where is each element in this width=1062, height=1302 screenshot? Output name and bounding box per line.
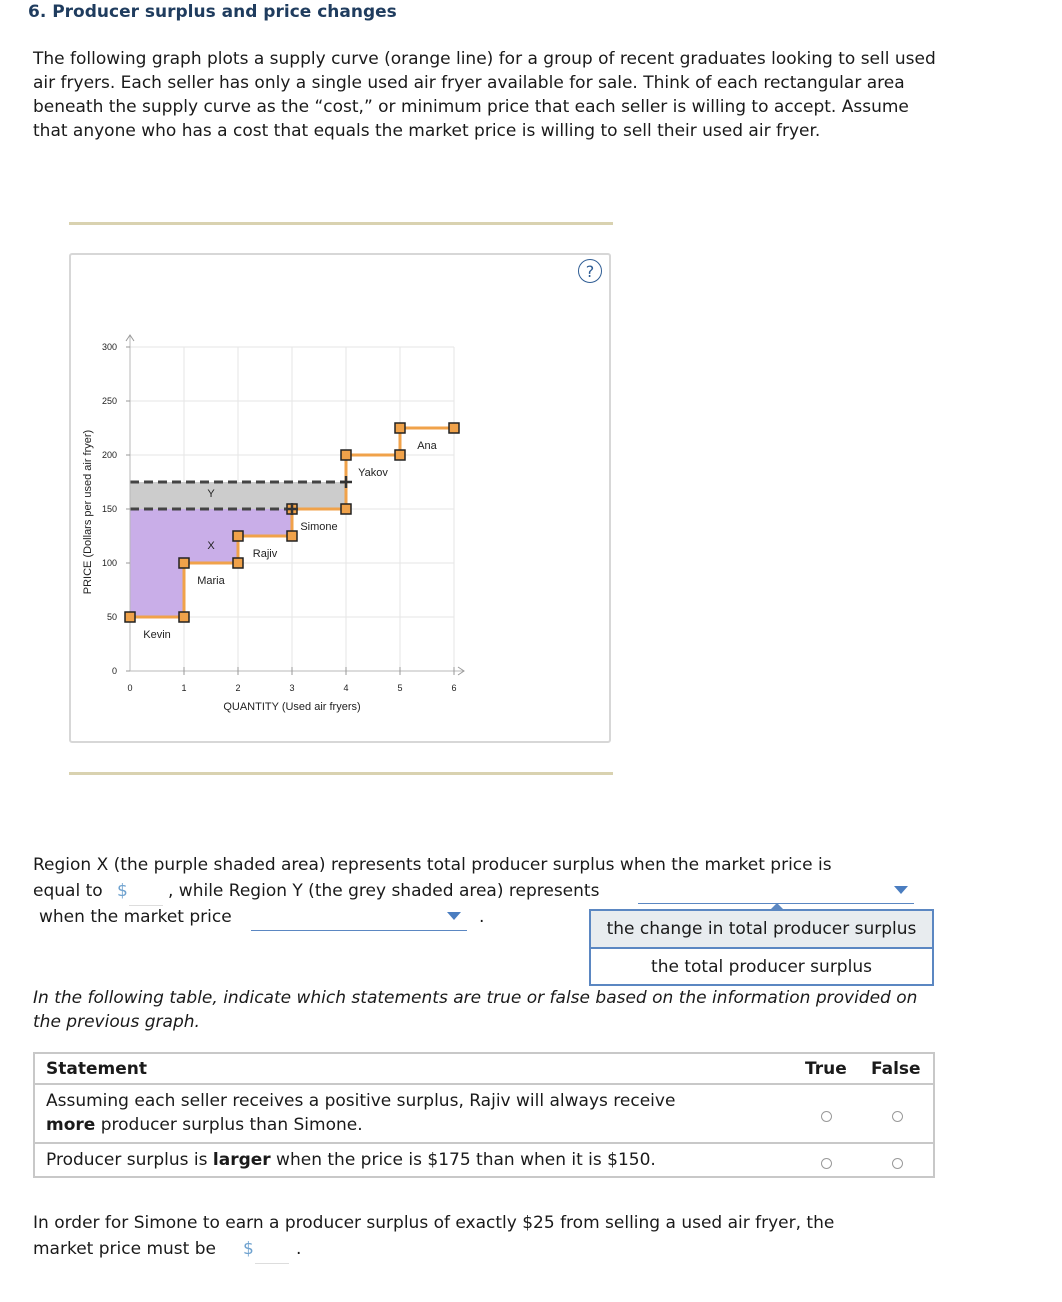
x-axis-label: QUANTITY (Used air fryers) bbox=[223, 701, 361, 713]
seller-label: Simone bbox=[300, 521, 338, 533]
statement-1-part-a: Assuming each seller receives a positive surplus, Rajiv will always receive bbox=[46, 1091, 676, 1111]
statement-1-bold: more bbox=[46, 1115, 96, 1135]
header-false: False bbox=[871, 1059, 921, 1079]
table-intro: In the following table, indicate which statements are true or false based on the information provided on the previous graph. bbox=[33, 988, 918, 1032]
q2-price-input[interactable] bbox=[255, 1239, 289, 1264]
question-title: 6. Producer surplus and price changes bbox=[28, 2, 397, 22]
q2-text-a: In order for Simone to earn a producer surplus of exactly $25 from selling a used air fryer, the bbox=[33, 1213, 835, 1233]
intro-paragraph: The following graph plots a supply curve (orange line) for a group of recent graduates looking to sell used air fryers. Each seller has only a single used air fryer available for sale. Think of each rectangular area beneath the supply curve as the “cost,” or minimum price that each seller is willing to accept. Assume that anyone who has a cost that equals the market price is willing to sell their used air fryer. bbox=[33, 49, 936, 141]
q1-dropdown-caret-icon[interactable] bbox=[894, 886, 908, 894]
q1-period: . bbox=[479, 907, 485, 927]
y-tick-label: 0 bbox=[111, 666, 117, 676]
q1-price-input[interactable] bbox=[129, 881, 163, 906]
x-tick-label: 6 bbox=[451, 683, 457, 693]
bottom-divider bbox=[69, 772, 613, 775]
supply-point bbox=[341, 450, 351, 460]
true-false-table bbox=[33, 1052, 935, 1178]
q1-region-y-dropdown[interactable] bbox=[638, 881, 914, 904]
supply-point bbox=[179, 558, 189, 568]
seller-label: Maria bbox=[197, 575, 225, 587]
supply-point bbox=[287, 531, 297, 541]
statement-1 bbox=[46, 1089, 736, 1137]
header-true: True bbox=[805, 1059, 847, 1079]
supply-point bbox=[449, 423, 459, 433]
help-icon[interactable]: ? bbox=[578, 259, 602, 283]
supply-point bbox=[395, 423, 405, 433]
statement-2-part-b: when the price is $175 than when it is $150. bbox=[270, 1150, 656, 1170]
q1-dollar-sign: $ bbox=[117, 881, 128, 901]
supply-point bbox=[341, 504, 351, 514]
region-y-label: Y bbox=[207, 488, 215, 500]
statement-2 bbox=[46, 1148, 656, 1172]
x-tick-label: 2 bbox=[235, 683, 241, 693]
q1-dropdown2-caret-icon[interactable] bbox=[447, 912, 461, 920]
y-tick-label: 150 bbox=[101, 504, 117, 514]
header-statement: Statement bbox=[46, 1059, 147, 1079]
supply-point bbox=[179, 612, 189, 622]
table-row bbox=[35, 1144, 933, 1176]
q1-text-c: , while Region Y (the grey shaded area) represents bbox=[168, 881, 600, 901]
q2-period: . bbox=[296, 1239, 302, 1259]
y-tick-label: 300 bbox=[101, 342, 117, 352]
y-tick-label: 50 bbox=[106, 612, 117, 622]
row2-true-radio[interactable] bbox=[821, 1158, 832, 1169]
seller-label: Rajiv bbox=[252, 548, 278, 560]
y-axis-label: PRICE (Dollars per used air fryer) bbox=[82, 429, 94, 595]
q1-price-change-dropdown[interactable] bbox=[251, 908, 467, 931]
dropdown-option-change-in-total[interactable]: the change in total producer surplus bbox=[591, 911, 932, 949]
x-tick-label: 4 bbox=[343, 683, 349, 693]
x-tick-label: 0 bbox=[127, 683, 133, 693]
y-tick-label: 100 bbox=[101, 558, 117, 568]
row1-false-radio[interactable] bbox=[892, 1111, 903, 1122]
seller-label: Kevin bbox=[143, 629, 171, 641]
row2-false-radio[interactable] bbox=[892, 1158, 903, 1169]
q1-text-d: when the market price bbox=[39, 907, 232, 927]
q1-text-a: Region X (the purple shaded area) represents total producer surplus when the market price is bbox=[33, 855, 832, 875]
row1-true-radio[interactable] bbox=[821, 1111, 832, 1122]
q1-text-b: equal to bbox=[33, 881, 103, 901]
q2-dollar-sign: $ bbox=[243, 1239, 254, 1259]
x-tick-label: 3 bbox=[289, 683, 295, 693]
statement-1-part-b: producer surplus than Simone. bbox=[95, 1115, 363, 1135]
y-tick-label: 250 bbox=[101, 396, 117, 406]
region-x-label: X bbox=[207, 540, 215, 552]
dropdown-menu bbox=[589, 909, 934, 986]
x-tick-label: 1 bbox=[181, 683, 187, 693]
dropdown-option-total[interactable]: the total producer surplus bbox=[651, 957, 872, 977]
supply-point bbox=[233, 558, 243, 568]
supply-point bbox=[125, 612, 135, 622]
table-row bbox=[35, 1085, 933, 1144]
table-header-row bbox=[35, 1054, 933, 1085]
supply-point bbox=[395, 450, 405, 460]
q2-text-b: market price must be bbox=[33, 1239, 216, 1259]
y-tick-label: 200 bbox=[101, 450, 117, 460]
seller-label: Ana bbox=[417, 440, 437, 452]
seller-label: Yakov bbox=[358, 467, 388, 479]
statement-2-bold: larger bbox=[212, 1150, 271, 1170]
x-tick-label: 5 bbox=[397, 683, 403, 693]
statement-2-part-a: Producer surplus is bbox=[46, 1150, 213, 1170]
region-y bbox=[130, 482, 346, 509]
supply-point bbox=[233, 531, 243, 541]
